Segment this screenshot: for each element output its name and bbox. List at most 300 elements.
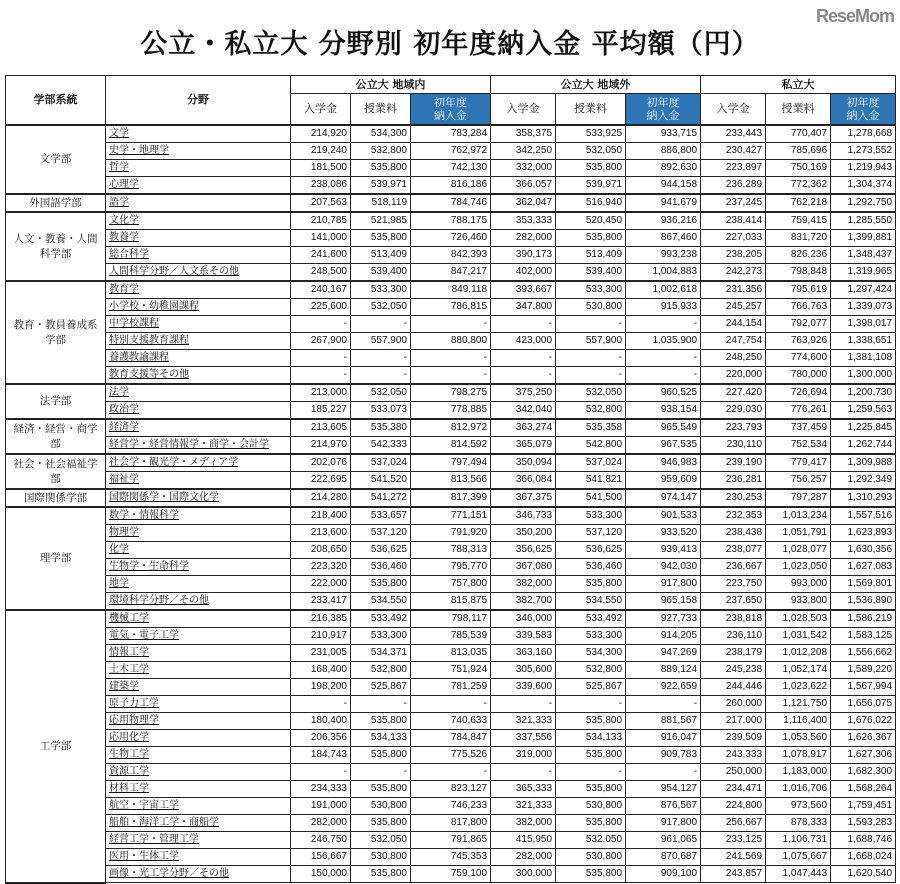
value-cell: 521,985 (351, 212, 411, 230)
value-cell: 237,245 (701, 194, 766, 212)
value-cell: 230,110 (701, 437, 766, 455)
value-cell: - (411, 764, 491, 781)
value-cell: 423,000 (491, 333, 556, 350)
value-cell: 1,183,000 (766, 764, 831, 781)
value-cell: 365,333 (491, 781, 556, 798)
value-cell: 776,261 (766, 402, 831, 420)
value-cell: 535,358 (556, 419, 626, 437)
value-cell: 542,800 (556, 437, 626, 455)
value-cell: 759,100 (411, 866, 491, 883)
value-cell: 1,536,890 (831, 593, 896, 611)
value-cell: 750,169 (766, 160, 831, 177)
value-cell: 223,897 (701, 160, 766, 177)
table-row (6, 696, 896, 713)
value-cell: 536,460 (351, 559, 411, 576)
value-cell: 236,289 (701, 177, 766, 195)
value-cell: 342,250 (491, 143, 556, 160)
value-cell: 1,589,220 (831, 662, 896, 679)
value-cell: 346,000 (491, 610, 556, 628)
value-cell: 878,333 (766, 815, 831, 832)
value-cell: 533,492 (556, 610, 626, 628)
value-cell: 1,557,516 (831, 507, 896, 525)
value-cell: 917,800 (626, 576, 701, 593)
value-cell: 1,031,542 (766, 628, 831, 645)
value-cell: 797,287 (766, 489, 831, 507)
value-cell: 185,227 (291, 402, 351, 420)
value-cell: 1,075,667 (766, 849, 831, 866)
table-row (6, 507, 896, 525)
value-cell: - (351, 696, 411, 713)
value-cell: 1,285,550 (831, 212, 896, 230)
field-cell: 教育学 (106, 281, 291, 299)
value-cell: 202,076 (291, 454, 351, 472)
value-cell: 321,333 (491, 798, 556, 815)
value-cell: 1,023,050 (766, 559, 831, 576)
value-cell: 933,520 (626, 525, 701, 542)
value-cell: - (626, 696, 701, 713)
value-cell: 233,443 (701, 125, 766, 143)
value-cell: 237,650 (701, 593, 766, 611)
value-cell: 1,047,443 (766, 866, 831, 883)
value-cell: 332,000 (491, 160, 556, 177)
value-cell: 1,121,750 (766, 696, 831, 713)
value-cell: 239,190 (701, 454, 766, 472)
value-cell: 933,715 (626, 125, 701, 143)
value-cell: 141,000 (291, 230, 351, 247)
table-row (6, 419, 896, 437)
value-cell: 250,000 (701, 764, 766, 781)
value-cell: 974,147 (626, 489, 701, 507)
value-cell: 1,116,400 (766, 713, 831, 730)
value-cell: - (626, 316, 701, 333)
value-cell: 942,030 (626, 559, 701, 576)
value-cell: 1,630,356 (831, 542, 896, 559)
value-cell: 740,633 (411, 713, 491, 730)
value-cell: 870,687 (626, 849, 701, 866)
table-row (6, 247, 896, 264)
header-text: 初年度 (434, 96, 467, 109)
value-cell: 535,800 (556, 576, 626, 593)
value-cell: 184,743 (291, 747, 351, 764)
value-cell: 813,035 (411, 645, 491, 662)
value-cell: 772,362 (766, 177, 831, 195)
value-cell: 536,625 (556, 542, 626, 559)
value-cell: 232,353 (701, 507, 766, 525)
value-cell: 889,124 (626, 662, 701, 679)
table-row (6, 662, 896, 679)
value-cell: 936,216 (626, 212, 701, 230)
tuition-header: 授業料 (351, 94, 411, 126)
value-cell: 402,000 (491, 264, 556, 282)
value-cell: 1,225,845 (831, 419, 896, 437)
value-cell: 238,414 (701, 212, 766, 230)
value-cell: 1,583,125 (831, 628, 896, 645)
table-row (6, 402, 896, 420)
value-cell: 775,526 (411, 747, 491, 764)
value-cell: 256,667 (701, 815, 766, 832)
value-cell: 798,275 (411, 384, 491, 402)
value-cell: 180,400 (291, 713, 351, 730)
value-cell: 1,569,801 (831, 576, 896, 593)
field-cell: 電気・電子工学 (106, 628, 291, 645)
table-row (6, 212, 896, 230)
value-cell: 246,750 (291, 832, 351, 849)
value-cell: 210,785 (291, 212, 351, 230)
value-cell: 513,409 (556, 247, 626, 264)
value-cell: 382,000 (491, 576, 556, 593)
value-cell: - (291, 367, 351, 385)
value-cell: 541,821 (556, 472, 626, 490)
table-row (6, 781, 896, 798)
value-cell: 233,417 (291, 593, 351, 611)
field-cell: 教養学 (106, 230, 291, 247)
value-cell: 350,200 (491, 525, 556, 542)
value-cell: 535,800 (351, 160, 411, 177)
value-cell: 946,983 (626, 454, 701, 472)
value-cell: 842,393 (411, 247, 491, 264)
value-cell: 960,525 (626, 384, 701, 402)
value-cell: 1,668,024 (831, 849, 896, 866)
field-cell: 応用化学 (106, 730, 291, 747)
value-cell: 1,200,730 (831, 384, 896, 402)
table-row (6, 299, 896, 316)
header-public-local: 公立大 地域内 (291, 76, 491, 94)
value-cell: 812,972 (411, 419, 491, 437)
table-row (6, 367, 896, 385)
value-cell: 1,078,917 (766, 747, 831, 764)
value-cell: 1,627,083 (831, 559, 896, 576)
value-cell: 742,130 (411, 160, 491, 177)
field-cell: 政治学 (106, 402, 291, 420)
table-row (6, 645, 896, 662)
table-row (6, 679, 896, 696)
value-cell: - (411, 367, 491, 385)
value-cell: 959,609 (626, 472, 701, 490)
value-cell: 1,300,000 (831, 367, 896, 385)
header-text: 初年度 (846, 96, 880, 109)
value-cell: 534,133 (351, 730, 411, 747)
value-cell: 533,073 (351, 402, 411, 420)
table-row (6, 194, 896, 212)
table-row (6, 472, 896, 490)
table-row (6, 628, 896, 645)
value-cell: - (556, 350, 626, 367)
table-row (6, 730, 896, 747)
value-cell: 770,407 (766, 125, 831, 143)
value-cell: 216,385 (291, 610, 351, 628)
value-cell: 356,625 (491, 542, 556, 559)
header-text: 納入金 (646, 109, 680, 122)
tuition-table (5, 75, 896, 884)
value-cell: 539,400 (556, 264, 626, 282)
value-cell: - (351, 316, 411, 333)
value-cell: 947,269 (626, 645, 701, 662)
value-cell: 362,047 (491, 194, 556, 212)
value-cell: 534,133 (556, 730, 626, 747)
field-cell: 材料工学 (106, 781, 291, 798)
value-cell: 1,292,349 (831, 472, 896, 490)
field-cell: 小学校・幼稚園課程 (106, 299, 291, 316)
field-cell: 史学・地理学 (106, 143, 291, 160)
field-cell: 哲学 (106, 160, 291, 177)
value-cell: 536,460 (556, 559, 626, 576)
value-cell: 245,257 (701, 299, 766, 316)
value-cell: 909,100 (626, 866, 701, 883)
value-cell: 847,217 (411, 264, 491, 282)
value-cell: 534,550 (351, 593, 411, 611)
value-cell: 238,086 (291, 177, 351, 195)
value-cell: 230,427 (701, 143, 766, 160)
value-cell: 535,800 (556, 713, 626, 730)
value-cell: 230,253 (701, 489, 766, 507)
value-cell: 797,494 (411, 454, 491, 472)
value-cell: 534,550 (556, 593, 626, 611)
value-cell: 973,560 (766, 798, 831, 815)
value-cell: 339,583 (491, 628, 556, 645)
value-cell: 1,051,791 (766, 525, 831, 542)
table-row (6, 576, 896, 593)
value-cell: 525,867 (351, 679, 411, 696)
value-cell: 533,492 (351, 610, 411, 628)
value-cell: 759,415 (766, 212, 831, 230)
table-row (6, 764, 896, 781)
field-cell: 社会学・観光学・メディア学 (106, 454, 291, 472)
value-cell: 541,272 (351, 489, 411, 507)
value-cell: 533,657 (351, 507, 411, 525)
value-cell: - (556, 316, 626, 333)
value-cell: - (491, 696, 556, 713)
value-cell: 1,586,219 (831, 610, 896, 628)
first-year-total-header (411, 94, 491, 126)
value-cell: 535,800 (351, 713, 411, 730)
value-cell: 282,000 (291, 815, 351, 832)
table-row (6, 542, 896, 559)
value-cell: 156,667 (291, 849, 351, 866)
value-cell: 539,971 (351, 177, 411, 195)
value-cell: 1,016,706 (766, 781, 831, 798)
table-row (6, 832, 896, 849)
value-cell: 1,310,293 (831, 489, 896, 507)
value-cell: - (491, 367, 556, 385)
value-cell: 367,375 (491, 489, 556, 507)
field-cell: 人間科学分野／人文系その他 (106, 264, 291, 282)
field-cell: 航空・宇宙工学 (106, 798, 291, 815)
value-cell: 1,002,618 (626, 281, 701, 299)
value-cell: - (411, 696, 491, 713)
value-cell: 771,151 (411, 507, 491, 525)
value-cell: - (351, 350, 411, 367)
value-cell: 223,793 (701, 419, 766, 437)
value-cell: 214,920 (291, 125, 351, 143)
value-cell: 337,556 (491, 730, 556, 747)
value-cell: 375,250 (491, 384, 556, 402)
value-cell: 1,626,367 (831, 730, 896, 747)
value-cell: 214,970 (291, 437, 351, 455)
value-cell: 241,600 (291, 247, 351, 264)
category-cell: 外国語学部 (6, 194, 106, 212)
value-cell: 363,274 (491, 419, 556, 437)
value-cell: 993,238 (626, 247, 701, 264)
value-cell: 225,600 (291, 299, 351, 316)
entrance-fee-header: 入学金 (701, 94, 766, 126)
header-public-nonlocal: 公立大 地域外 (491, 76, 701, 94)
value-cell: 240,167 (291, 281, 351, 299)
table-row (6, 160, 896, 177)
value-cell: 532,050 (351, 384, 411, 402)
value-cell: 214,280 (291, 489, 351, 507)
table-body (6, 125, 896, 883)
value-cell: 795,619 (766, 281, 831, 299)
value-cell: 915,933 (626, 299, 701, 316)
value-cell: 530,800 (556, 299, 626, 316)
field-cell: 物理学 (106, 525, 291, 542)
value-cell: 726,694 (766, 384, 831, 402)
value-cell: 535,800 (556, 747, 626, 764)
value-cell: 909,783 (626, 747, 701, 764)
field-cell: 応用物理学 (106, 713, 291, 730)
value-cell: 532,050 (556, 384, 626, 402)
value-cell: 539,400 (351, 264, 411, 282)
value-cell: 1,259,563 (831, 402, 896, 420)
table-row (6, 525, 896, 542)
value-cell: 1,399,881 (831, 230, 896, 247)
value-cell: 534,300 (351, 125, 411, 143)
value-cell: - (556, 764, 626, 781)
value-cell: - (291, 316, 351, 333)
value-cell: 541,520 (351, 472, 411, 490)
value-cell: - (626, 764, 701, 781)
value-cell: 533,300 (351, 281, 411, 299)
value-cell: 791,920 (411, 525, 491, 542)
value-cell: 791,865 (411, 832, 491, 849)
value-cell: 1,656,075 (831, 696, 896, 713)
value-cell: 815,875 (411, 593, 491, 611)
value-cell: 938,154 (626, 402, 701, 420)
value-cell: 880,800 (411, 333, 491, 350)
field-cell: 生物工学 (106, 747, 291, 764)
value-cell: 756,257 (766, 472, 831, 490)
value-cell: 788,175 (411, 212, 491, 230)
value-cell: 207,563 (291, 194, 351, 212)
value-cell: 1,028,503 (766, 610, 831, 628)
entrance-fee-header: 入学金 (291, 94, 351, 126)
table-row (6, 350, 896, 367)
value-cell: 347,800 (491, 299, 556, 316)
value-cell: 346,733 (491, 507, 556, 525)
value-cell: 247,754 (701, 333, 766, 350)
value-cell: 217,000 (701, 713, 766, 730)
category-cell: 文学部 (6, 125, 106, 194)
value-cell: 227,420 (701, 384, 766, 402)
value-cell: 532,050 (556, 143, 626, 160)
value-cell: 222,695 (291, 472, 351, 490)
value-cell: 1,219,943 (831, 160, 896, 177)
value-cell: 218,400 (291, 507, 351, 525)
value-cell: 532,800 (351, 662, 411, 679)
value-cell: 532,800 (556, 662, 626, 679)
value-cell: 1,620,540 (831, 866, 896, 883)
value-cell: 238,179 (701, 645, 766, 662)
value-cell: 762,218 (766, 194, 831, 212)
field-cell: 経営学・経営情報学・商学・会計学 (106, 437, 291, 455)
value-cell: 213,600 (291, 525, 351, 542)
value-cell: 763,926 (766, 333, 831, 350)
value-cell: 300,000 (491, 866, 556, 883)
table-row (6, 593, 896, 611)
value-cell: 393,667 (491, 281, 556, 299)
field-cell: 福祉学 (106, 472, 291, 490)
value-cell: 1,593,283 (831, 815, 896, 832)
value-cell: 1,278,668 (831, 125, 896, 143)
value-cell: 737,459 (766, 419, 831, 437)
value-cell: 1,348,437 (831, 247, 896, 264)
value-cell: 1,052,174 (766, 662, 831, 679)
tuition-header: 授業料 (766, 94, 831, 126)
field-cell: 船舶・海洋工学・商船学 (106, 815, 291, 832)
value-cell: - (291, 696, 351, 713)
value-cell: 191,000 (291, 798, 351, 815)
value-cell: 1,381,108 (831, 350, 896, 367)
value-cell: 244,446 (701, 679, 766, 696)
value-cell: 227,033 (701, 230, 766, 247)
value-cell: 1,035,900 (626, 333, 701, 350)
field-cell: 文化学 (106, 212, 291, 230)
value-cell: 1,013,234 (766, 507, 831, 525)
value-cell: 1,567,994 (831, 679, 896, 696)
value-cell: 530,800 (556, 849, 626, 866)
value-cell: 390,173 (491, 247, 556, 264)
value-cell: 1,682,300 (831, 764, 896, 781)
field-cell: 総合科学 (106, 247, 291, 264)
table-row (6, 281, 896, 299)
value-cell: 751,924 (411, 662, 491, 679)
value-cell: 238,205 (701, 247, 766, 264)
table-row (6, 610, 896, 628)
value-cell: 746,233 (411, 798, 491, 815)
value-cell: 1,028,077 (766, 542, 831, 559)
field-cell: 数学・情報科学 (106, 507, 291, 525)
value-cell: 780,000 (766, 367, 831, 385)
value-cell: 530,800 (351, 849, 411, 866)
value-cell: 537,024 (351, 454, 411, 472)
value-cell: 778,885 (411, 402, 491, 420)
value-cell: 533,300 (351, 628, 411, 645)
field-cell: 建築学 (106, 679, 291, 696)
value-cell: 1,398,017 (831, 316, 896, 333)
value-cell: 535,800 (556, 230, 626, 247)
header-text: 初年度 (646, 96, 680, 109)
value-cell: 965,158 (626, 593, 701, 611)
field-cell: 語学 (106, 194, 291, 212)
value-cell: 762,972 (411, 143, 491, 160)
field-cell: 国際関係学・国際文化学 (106, 489, 291, 507)
value-cell: 535,800 (556, 866, 626, 883)
value-cell: 242,273 (701, 264, 766, 282)
value-cell: 745,353 (411, 849, 491, 866)
value-cell: - (291, 350, 351, 367)
value-cell: 901,533 (626, 507, 701, 525)
value-cell: 233,125 (701, 832, 766, 849)
value-cell: 817,800 (411, 815, 491, 832)
value-cell: 785,539 (411, 628, 491, 645)
value-cell: 238,077 (701, 542, 766, 559)
value-cell: - (491, 316, 556, 333)
value-cell: 535,800 (556, 160, 626, 177)
table-row (6, 264, 896, 282)
value-cell: 993,000 (766, 576, 831, 593)
value-cell: 816,186 (411, 177, 491, 195)
value-cell: 533,300 (556, 281, 626, 299)
